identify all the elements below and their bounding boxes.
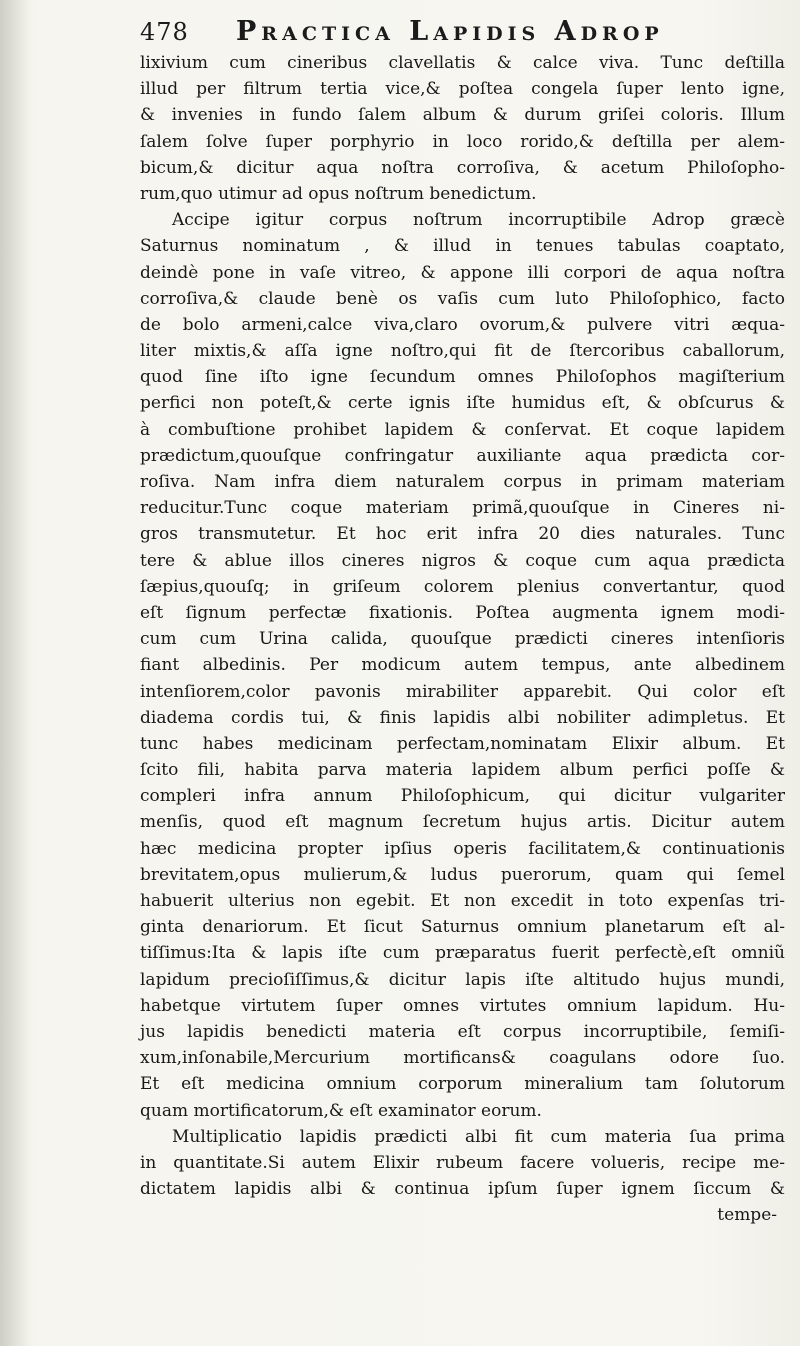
- text-line: hæc medicina propter ipſius operis facilitatem,& continuationis: [140, 838, 785, 859]
- text-line: xum,inſonabile,Mercurium mortificans& coagulans odore ſuo.: [140, 1048, 785, 1069]
- text-line: fiant albedinis. Per modicum autem tempus, ante albedinem: [140, 655, 785, 676]
- text-line: ſalem ſolve ſuper porphyrio in loco rorido,& deſtilla per alem-: [140, 131, 785, 152]
- text-line: deindè pone in vaſe vitreo, & appone illi corpori de aqua noſtra: [140, 262, 785, 283]
- text-line: Et eſt medicina omnium corporum mineralium tam ſolutorum: [140, 1074, 785, 1095]
- page-header: [140, 14, 780, 50]
- text-line: rum,quo utimur ad opus noſtrum benedictum.: [140, 183, 537, 204]
- text-line: Accipe igitur corpus noſtrum incorruptibile Adrop græcè: [172, 210, 785, 231]
- text-line: perfici non poteſt,& certe ignis iſte humidus eſt, & obſcurus &: [140, 393, 785, 414]
- text-line: habuerit ulterius non egebit. Et non excedit in toto expenſas tri-: [140, 891, 785, 911]
- text-line: de bolo armeni,calce viva,claro ovorum,& pulvere vitri æqua-: [140, 314, 785, 335]
- running-head: Practica Lapidis Adrop: [236, 16, 664, 47]
- text-line: lapidum precioſiſſimus,& dicitur lapis iſte altitudo hujus mundi,: [140, 969, 785, 990]
- text-line: illud per filtrum tertia vice,& poſtea congela ſuper lento igne,: [140, 79, 785, 100]
- text-line: intenſiorem,color pavonis mirabiliter apparebit. Qui color eſt: [140, 681, 785, 702]
- text-line: gros transmutetur. Et hoc erit infra 20 dies naturales. Tunc: [140, 524, 785, 545]
- text-line: Saturnus nominatum , & illud in tenues tabulas coaptato,: [140, 236, 785, 257]
- text-line: ſcito fili, habita parva materia lapidem album perfici poſſe &: [140, 760, 785, 781]
- page-number: 478: [140, 18, 189, 46]
- text-line: in quantitate.Si autem Elixir rubeum facere volueris, recipe me-: [140, 1152, 785, 1173]
- text-line: Multiplicatio lapidis prædicti albi fit cum materia ſua prima: [172, 1126, 785, 1147]
- text-line: ginta denariorum. Et ſicut Saturnus omnium planetarum eſt al-: [140, 917, 785, 938]
- text-line: brevitatem,opus mulierum,& ludus puerorum, quam qui ſemel: [140, 864, 785, 885]
- text-line: habetque virtutem ſuper omnes virtutes omnium lapidum. Hu-: [140, 995, 785, 1016]
- text-line: liter mixtis,& aſſa igne noſtro,qui fit de ſtercoribus caballorum,: [140, 341, 785, 362]
- text-line: & invenies in fundo ſalem album & durum griſei coloris. Illum: [140, 105, 785, 126]
- text-line: corroſiva,& claude benè os vaſis cum luto Philoſophico, facto: [140, 288, 785, 309]
- text-line: quod ſine iſto igne ſecundum omnes Philoſophos magiſterium: [140, 367, 785, 388]
- text-line: à combuſtione prohibet lapidem & conſervat. Et coque lapidem: [140, 419, 785, 440]
- body-text: [140, 50, 785, 1228]
- text-line: tunc habes medicinam perfectam,nominatam Elixir album. Et: [140, 733, 785, 754]
- text-line: prædictum,quouſque confringatur auxiliante aqua prædicta cor-: [140, 445, 785, 466]
- page-gutter-shadow: [0, 0, 30, 1346]
- text-line: compleri infra annum Philoſophicum, qui dicitur vulgariter: [140, 786, 785, 807]
- text-line: tiſſimus:Ita & lapis iſte cum præparatus fuerit perfectè,eſt omniũ: [140, 943, 785, 964]
- text-line: dictatem lapidis albi & continua ipſum ſuper ignem ſiccum &: [140, 1179, 785, 1200]
- text-line: ſæpius,quouſq; in griſeum colorem plenius convertantur, quod: [140, 576, 785, 597]
- text-line: reducitur.Tunc coque materiam primã,quouſque in Cineres ni-: [140, 498, 785, 519]
- text-line: menſis, quod eſt magnum ſecretum hujus artis. Dicitur autem: [140, 812, 785, 833]
- text-line: jus lapidis benedicti materia eſt corpus incorruptibile, ſemiſi-: [140, 1021, 785, 1042]
- text-line: tere & ablue illos cineres nigros & coque cum aqua prædicta: [140, 550, 785, 571]
- text-line: diadema cordis tui, & finis lapidis albi nobiliter adimpletus. Et: [140, 707, 785, 728]
- text-line: quam mortificatorum,& eſt examinator eorum.: [140, 1100, 542, 1121]
- text-line: lixivium cum cineribus clavellatis & calce viva. Tunc deſtilla: [140, 53, 785, 73]
- text-line: bicum,& dicitur aqua noſtra corroſiva, & acetum Philoſopho-: [140, 157, 785, 178]
- text-line: cum cum Urina calida, quouſque prædicti cineres intenſioris: [140, 629, 785, 650]
- text-line: roſiva. Nam infra diem naturalem corpus in primam materiam: [140, 472, 785, 492]
- catchword: tempe-: [717, 1205, 777, 1226]
- text-line: eſt ſignum perfectæ fixationis. Poſtea augmenta ignem modi-: [140, 602, 785, 623]
